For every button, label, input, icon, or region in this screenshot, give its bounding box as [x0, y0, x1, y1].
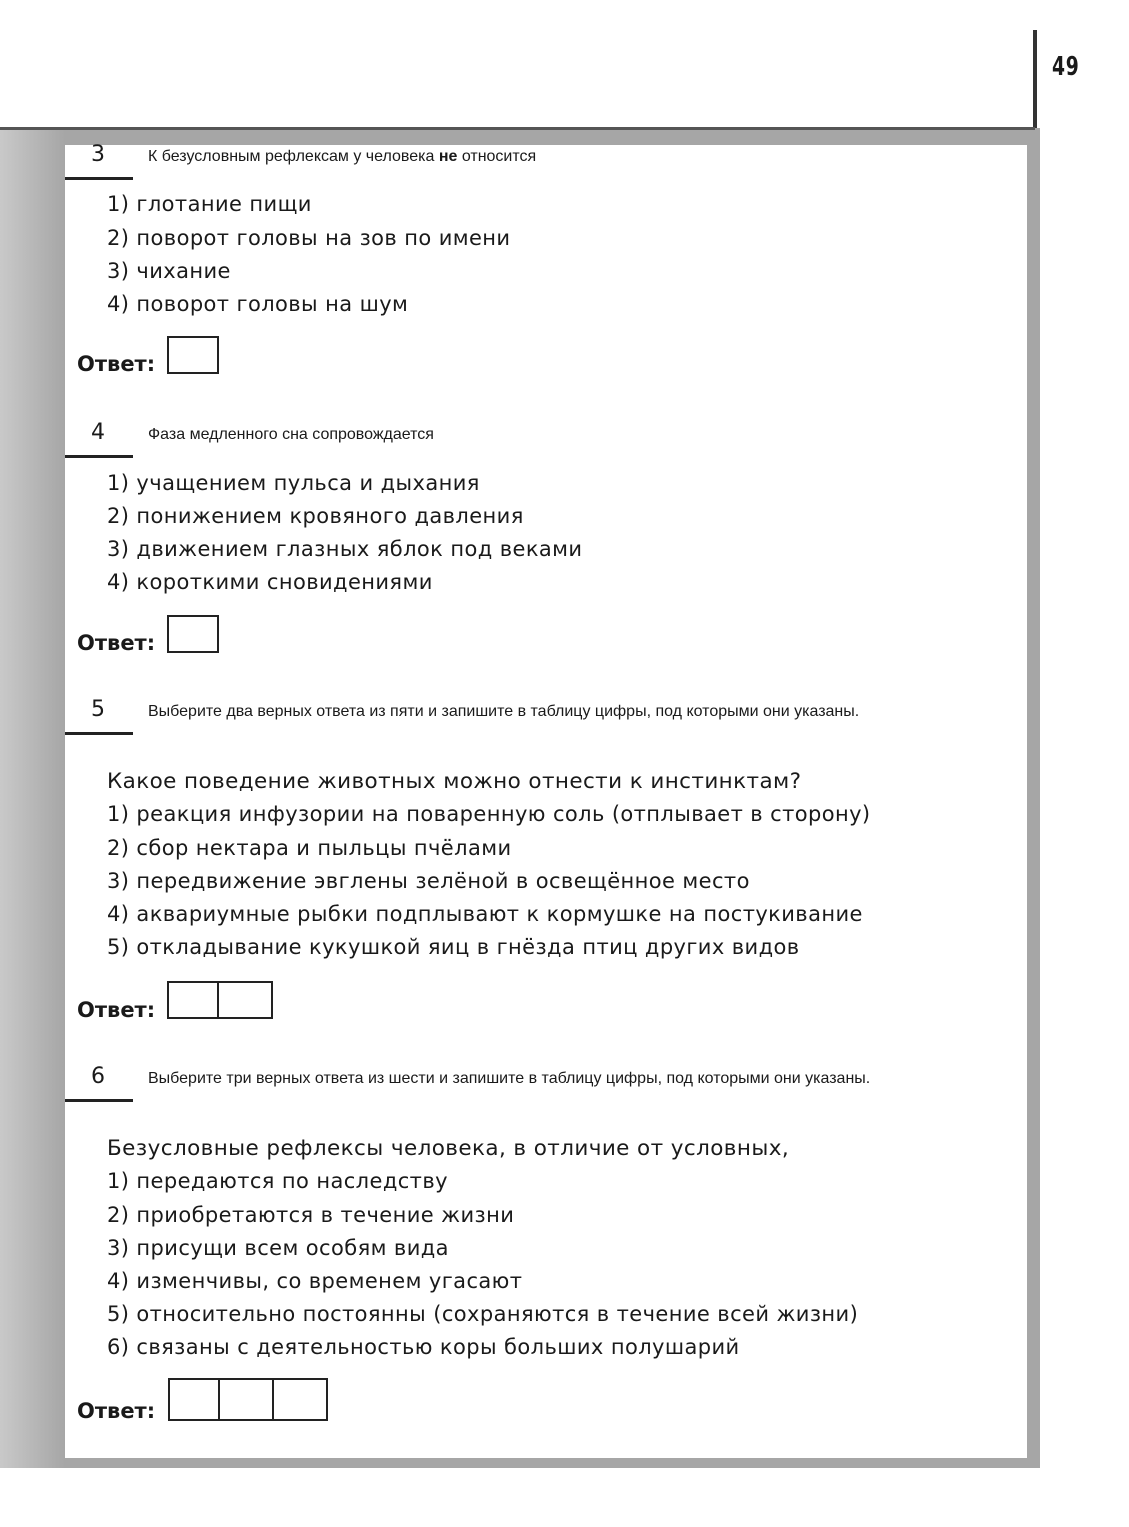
option-1: 1) учащением пульса и дыхания — [107, 471, 480, 495]
answer-label: Ответ: — [77, 1399, 156, 1423]
answer-cell[interactable] — [167, 615, 219, 653]
top-rule — [0, 127, 1035, 130]
option-6: 6) связаны с деятельностью коры больших полушарий — [107, 1335, 740, 1359]
option-4: 4) изменчивы, со временем угасают — [107, 1269, 523, 1293]
answer-cell[interactable] — [167, 981, 219, 1019]
option-3: 3) передвижение эвглены зелёной в освещённое место — [107, 869, 750, 893]
answer-cell[interactable] — [220, 1378, 274, 1421]
answer-cell[interactable] — [274, 1378, 328, 1421]
answer-boxes — [168, 1378, 328, 1421]
option-5: 5) откладывание кукушкой яиц в гнёзда птиц других видов — [107, 935, 800, 959]
answer-boxes — [167, 615, 219, 653]
option-1: 1) реакция инфузории на поваренную соль (отплывает в сторону) — [107, 802, 871, 826]
option-3: 3) присущи всем особям вида — [107, 1236, 449, 1260]
task-number: 5 — [91, 697, 105, 722]
task-number-underline — [65, 177, 133, 180]
task-number-underline — [65, 732, 133, 735]
question: Безусловные рефлексы человека, в отличие от условных, — [107, 1136, 790, 1161]
task-number: 4 — [91, 420, 105, 445]
answer-label: Ответ: — [77, 631, 156, 655]
answer-label: Ответ: — [77, 998, 156, 1022]
answer-cell[interactable] — [219, 981, 273, 1019]
task-number-underline — [65, 1099, 133, 1102]
option-4: 4) короткими сновидениями — [107, 570, 433, 594]
frame-shade — [0, 128, 65, 1468]
page-edge-rule — [1033, 30, 1037, 130]
task-number: 3 — [91, 142, 105, 167]
option-2: 2) сбор нектара и пыльцы пчёлами — [107, 836, 512, 860]
prompt-text: К безусловным рефлексам у человека — [148, 148, 439, 165]
option-4: 4) аквариумные рыбки подплывают к кормушке на постукивание — [107, 902, 863, 926]
prompt-text-end: относится — [457, 148, 537, 165]
answer-label: Ответ: — [77, 352, 156, 376]
task-prompt: Фаза медленного сна сопровождается — [148, 426, 434, 443]
option-2: 2) приобретаются в течение жизни — [107, 1203, 515, 1227]
task-prompt — [148, 146, 1013, 167]
answer-cell[interactable] — [167, 336, 219, 374]
option-2: 2) поворот головы на зов по имени — [107, 226, 511, 250]
task-prompt: Выберите три верных ответа из шести и запишите в таблицу цифры, под которыми они указаны. — [148, 1070, 871, 1087]
option-1: 1) глотание пищи — [107, 192, 312, 216]
task-number: 6 — [91, 1064, 105, 1089]
option-3: 3) движением глазных яблок под веками — [107, 537, 583, 561]
option-2: 2) понижением кровяного давления — [107, 504, 524, 528]
task-prompt: Выберите два верных ответа из пяти и запишите в таблицу цифры, под которыми они указаны. — [148, 703, 860, 720]
task-number-underline — [65, 455, 133, 458]
option-3: 3) чихание — [107, 259, 231, 283]
answer-boxes — [167, 981, 273, 1019]
answer-cell[interactable] — [168, 1378, 220, 1421]
option-4: 4) поворот головы на шум — [107, 292, 409, 316]
question: Какое поведение животных можно отнести к инстинктам? — [107, 769, 802, 794]
answer-boxes — [167, 336, 219, 374]
prompt-emphasis: не — [438, 148, 458, 165]
option-5: 5) относительно постоянны (сохраняются в течение всей жизни) — [107, 1302, 859, 1326]
page-number: 49 — [1052, 52, 1080, 82]
option-1: 1) передаются по наследству — [107, 1169, 448, 1193]
